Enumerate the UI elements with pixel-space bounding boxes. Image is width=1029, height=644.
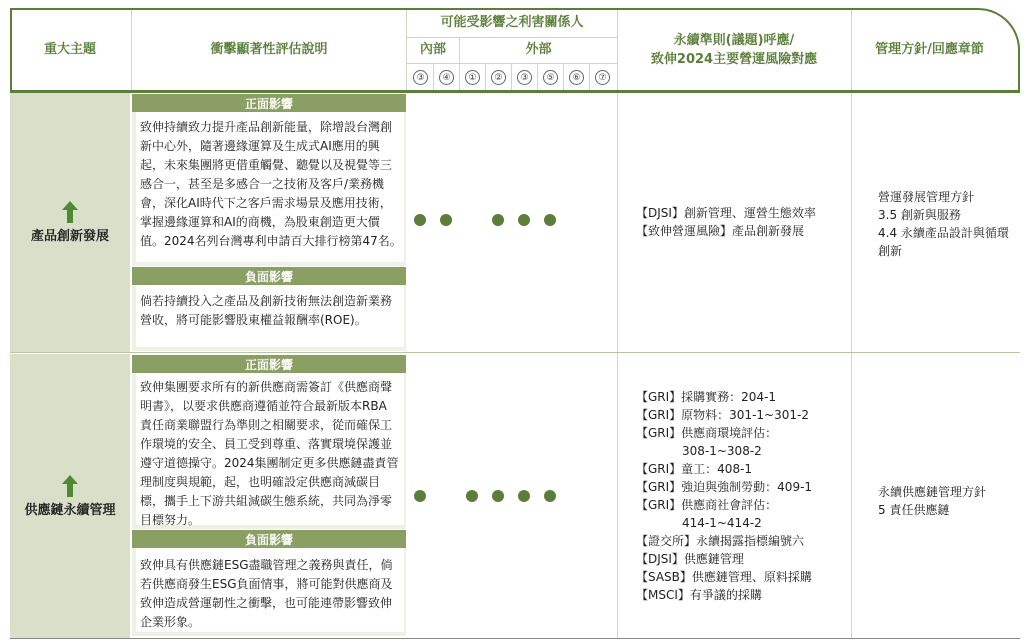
header-external: 外部: [525, 42, 552, 58]
stakeholder-number: ⑦: [595, 70, 610, 85]
management-item: 5 責任供應鏈: [878, 503, 950, 517]
management-list: [878, 483, 1018, 519]
standards-list: [636, 388, 850, 604]
header-stakeholders: 可能受影響之利害關係人: [440, 15, 584, 31]
stakeholder-dot: [414, 490, 426, 502]
up-arrow-icon: [62, 475, 78, 497]
topic-cell: [10, 354, 130, 638]
stakeholder-number: ③: [517, 70, 532, 85]
header-standards-line1: 永續準則(議題)呼應/: [673, 32, 795, 48]
standards-item: 【GRI】童工：408-1: [636, 462, 753, 476]
header-standards-line2: 致伸2024主要營運風險對應: [650, 52, 818, 67]
standards-item: 【證交所】永續揭露指標編號六: [636, 534, 805, 548]
management-item: 營運發展管理方針: [878, 190, 975, 204]
standards-item: 【GRI】供應商社會評估：: [636, 498, 778, 512]
stakeholder-dot: [414, 214, 426, 226]
standards-item: 【SASB】供應鏈管理、原料採購: [636, 570, 812, 584]
stakeholder-dot: [518, 214, 530, 226]
positive-impact-label: 正面影響: [132, 355, 406, 373]
positive-impact-label: 正面影響: [132, 94, 406, 112]
header-standards: [618, 10, 850, 90]
negative-impact-label: 負面影響: [132, 267, 406, 285]
management-item: 永續供應鏈管理方針: [878, 485, 987, 499]
management-item: 3.5 創新與服務: [878, 208, 961, 222]
stakeholder-number: ③: [413, 70, 428, 85]
stakeholder-dot: [518, 490, 530, 502]
header-rule: [10, 90, 1020, 93]
topic-label: 供應鏈永續管理: [24, 502, 116, 518]
stakeholder-dot: [466, 490, 478, 502]
standards-item: 【DJSI】供應鏈管理: [636, 552, 744, 566]
stakeholder-number: ①: [465, 70, 480, 85]
management-list: [878, 188, 1018, 260]
standards-item: 414-1~414-2: [682, 516, 762, 530]
standards-item: 【MSCI】有爭議的採購: [636, 588, 762, 602]
standards-item: 【DJSI】創新管理、運營生態效率: [636, 206, 816, 220]
standards-item: 【GRI】強迫與強制勞動：409-1: [636, 480, 813, 494]
negative-impact-text: 致伸具有供應鏈ESG盡職管理之義務與責任，倘若供應商發生ESG負面情事，將可能對供應商及致伸造成營運韌性之衝擊，也可能連帶影響致伸企業形象。: [140, 558, 393, 629]
standards-item: 308-1~308-2: [682, 444, 762, 458]
standards-item: 【GRI】原物料：301-1~301-2: [636, 408, 809, 422]
stakeholder-dot: [492, 490, 504, 502]
header-management: 管理方針/回應章節: [875, 42, 984, 58]
negative-impact-label: 負面影響: [132, 530, 406, 548]
positive-impact-text: 致伸持續致力提升產品創新能量，除增設台灣創新中心外，隨著邊緣運算及生成式AI應用的興起，未來集團將更借重觸覺、聽覺以及視覺等三感合一，甚至是多感合一之技術及客戶/業務機會，深化AI時代下之客戶需求場景及應用技術，掌握邊緣運算和AI的商機，為股東創造更大價值。2024名列台灣專利申請百大排行榜第47名。: [140, 120, 402, 248]
topic-label: 產品創新發展: [30, 229, 109, 244]
stakeholder-number: ②: [491, 70, 506, 85]
standards-item: 【致伸營運風險】產品創新發展: [636, 224, 805, 238]
header-impact: 衝擊顯著性評估說明: [210, 42, 328, 58]
standards-item: 【GRI】採購實務：204-1: [636, 390, 777, 404]
up-arrow-icon: [62, 201, 78, 223]
stakeholder-dot: [544, 214, 556, 226]
topic-cell: [10, 93, 130, 352]
stakeholder-number: ④: [439, 70, 454, 85]
stakeholder-dot: [492, 214, 504, 226]
stakeholder-number: ⑤: [543, 70, 558, 85]
negative-impact-text: 倘若持續投入之產品及創新技術無法創造新業務營收，將可能影響股東權益報酬率(ROE)。: [140, 294, 393, 327]
positive-impact-text: 致伸集團要求所有的新供應商需簽訂《供應商聲明書》，以要求供應商遵循並符合最新版本RBA 責任商業聯盟行為準則之相關要求，從而確保工作環境的安全、員工受到尊重、落實環境保護並遵守道德操守。2024集團制定更多供應鏈盡責管理制度與規範，起，也明確設定供應商減碳目標，攜手上下游共組減碳生態系統，共同為淨零目標努力。: [140, 380, 399, 527]
management-item: 4.4 永續產品設計與循環創新: [878, 226, 1009, 258]
stakeholder-dot: [544, 490, 556, 502]
standards-list: [636, 204, 850, 240]
stakeholder-dot: [440, 214, 452, 226]
stakeholder-number: ⑥: [569, 70, 584, 85]
header-internal: 內部: [419, 42, 446, 58]
standards-item: 【GRI】供應商環境評估：: [636, 426, 778, 440]
header-topic: 重大主題: [43, 42, 96, 58]
